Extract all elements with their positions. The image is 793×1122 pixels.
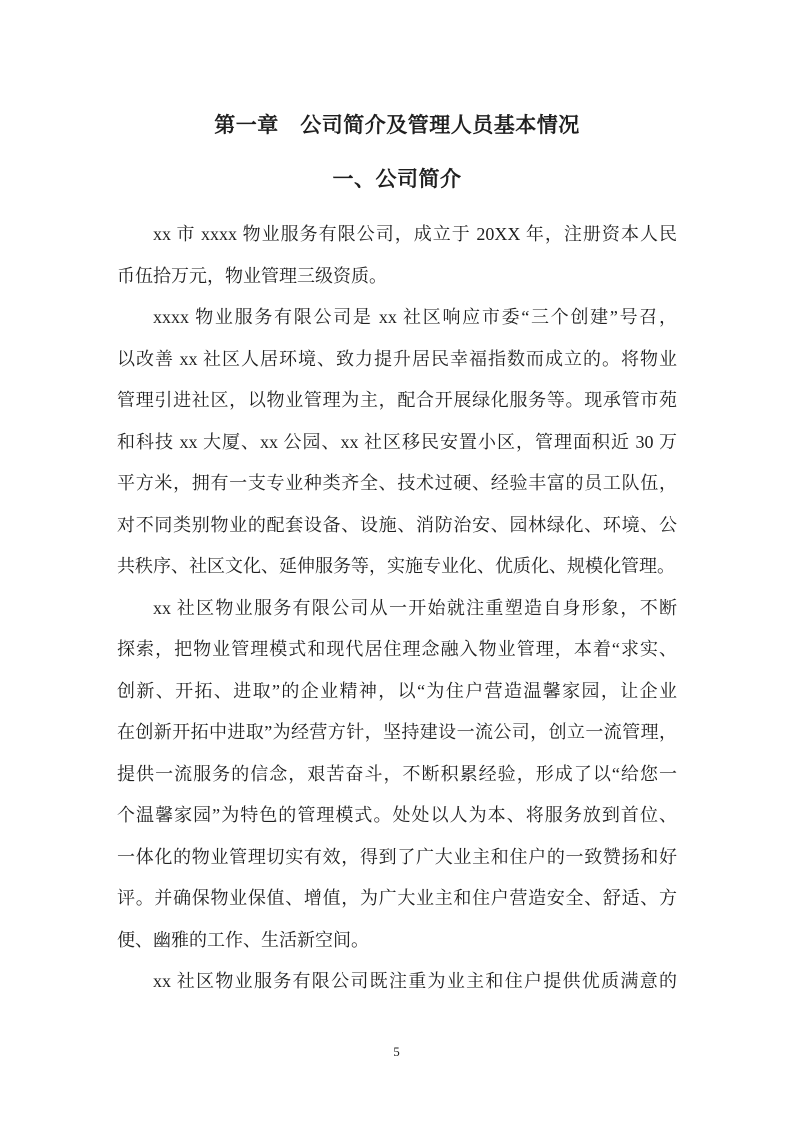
page-number: 5	[393, 1044, 400, 1059]
text-line: 管理引进社区，以物业管理为主，配合开展绿化服务等。现承管市苑	[117, 390, 677, 410]
text-line: 探索，把物业管理模式和现代居住理念融入物业管理，本着“求实、	[117, 639, 677, 659]
text-line: 一体化的物业管理切实有效，得到了广大业主和住户的一致赞扬和好	[117, 846, 677, 867]
text-line: 对不同类别物业的配套设备、设施、消防治安、园林绿化、环境、公	[117, 514, 677, 535]
text-line: 和科技 xx 大厦、xx 公园、xx 社区移民安置小区，管理面积近 30 万	[117, 431, 677, 452]
text-line: 便、幽雅的工作、生活新空间。	[117, 929, 369, 950]
text-line: 创新、开拓、进取”的企业精神，以“为住户营造温馨家园，让企业	[117, 680, 677, 701]
text-line: 个温馨家园”为特色的管理模式。处处以人为本、将服务放到首位、	[117, 805, 677, 825]
chapter-title: 第一章 公司简介及管理人员基本情况	[214, 113, 580, 137]
text-line: 提供一流服务的信念，艰苦奋斗，不断积累经验，形成了以“给您一	[117, 763, 677, 784]
text-line: xx 市 xxxx 物业服务有限公司，成立于 20XX 年，注册资本人民	[153, 224, 677, 244]
document-content	[117, 0, 677, 1003]
text-line: 评。并确保物业保值、增值，为广大业主和住户营造安全、舒适、方	[117, 888, 677, 908]
section-title: 一、公司简介	[332, 167, 462, 191]
text-line: 币伍拾万元，物业管理三级资质。	[117, 265, 387, 286]
text-line: 平方米，拥有一支专业种类齐全、技术过硬、经验丰富的员工队伍，	[117, 473, 677, 493]
text-line: xx 社区物业服务有限公司既注重为业主和住户提供优质满意的	[153, 971, 677, 991]
paragraph	[117, 588, 677, 962]
paragraph	[117, 214, 677, 297]
text-line: 共秩序、社区文化、延伸服务等，实施专业化、优质化、规模化管理。	[117, 556, 675, 576]
text-line: xx 社区物业服务有限公司从一开始就注重塑造自身形象，不断	[153, 597, 677, 618]
document-body	[117, 214, 677, 1003]
text-line: 以改善 xx 社区人居环境、致力提升居民幸福指数而成立的。将物业	[117, 348, 677, 369]
text-line: xxxx 物业服务有限公司是 xx 社区响应市委“三个创建”号召，	[153, 307, 677, 327]
paragraph	[117, 297, 677, 588]
text-line: 在创新开拓中进取”为经营方针，坚持建设一流公司，创立一流管理，	[117, 722, 677, 742]
paragraph	[117, 961, 677, 1003]
